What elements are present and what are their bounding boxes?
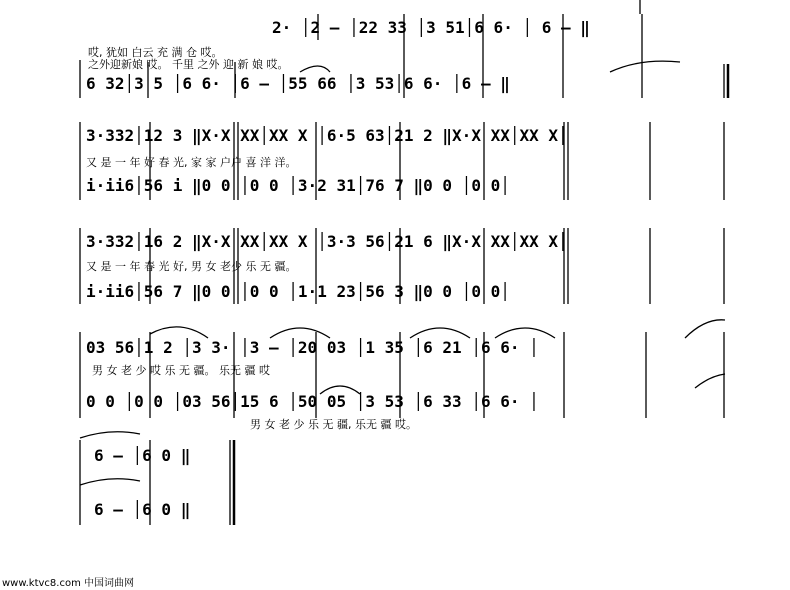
line4-notes-a: 03 56│1 2 │3 3· │3 – │20 03 │1 35 │6 21 │6 6· │ xyxy=(86,338,539,357)
line2-notes-b: i·ii6│56 i ‖0 0 │0 0 │3·2 31│76 7 ‖0 0 │0 0│ xyxy=(86,176,510,195)
line1-lyrics-b: 之外迎新娘 哎。 千里 之外 迎 新 娘 哎。 xyxy=(88,58,289,71)
line5-notes-b: 6 – │6 0 ‖ xyxy=(94,500,191,519)
line4-lyrics-a: 男 女 老 少 哎 乐 无 疆。 乐无 疆 哎 xyxy=(92,364,270,377)
line5-notes-a: 6 – │6 0 ‖ xyxy=(94,446,191,465)
line4-notes-b: 0 0 │0 0 │03 56│15 6 │50 05 │3 53 │6 33 │6 6· │ xyxy=(86,392,539,411)
line4-lyrics-b: 男 女 老 少 乐 无 疆, 乐无 疆 哎。 xyxy=(250,418,417,431)
line3-notes-b: i·ii6│56 7 ‖0 0 │0 0 │1·1 23│56 3 ‖0 0 │0 0│ xyxy=(86,282,510,301)
line3-lyrics: 又 是 一 年 春 光 好, 男 女 老少 乐 无 疆。 xyxy=(86,260,297,273)
line1-notes-b: 6 32│3 5 │6 6· │6 – │55 66 │3 53│6 6· │6 – ‖ xyxy=(86,74,510,93)
line3-notes-a: 3·332│16 2 ‖X·X XX│XX X │3·3 56│21 6 ‖X·X XX│XX X│ xyxy=(86,232,568,251)
line2-lyrics: 又 是 一 年 好 春 光, 家 家 户户 喜 洋 洋。 xyxy=(86,156,297,169)
site-footer: www.ktvc8.com 中国词曲网 xyxy=(2,578,135,589)
line1-notes-a: 2· │2 – │22 33 │3 51│6 6· │ 6 – ‖ xyxy=(272,18,590,37)
line1-lyrics-a: 哎, 犹如 白云 充 满 仓 哎。 xyxy=(88,46,223,59)
line2-notes-a: 3·332│12 3 ‖X·X XX│XX X │6·5 63│21 2 ‖X·X XX│XX X│ xyxy=(86,126,568,145)
